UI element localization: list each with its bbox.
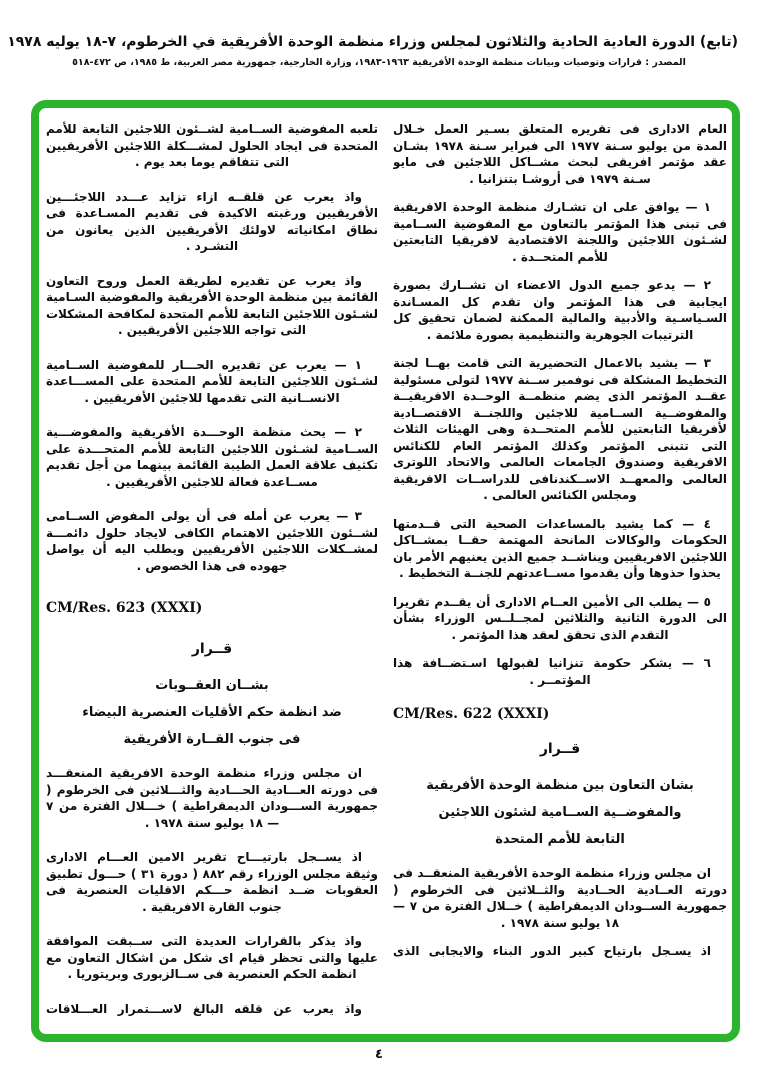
paragraph: واذ يعرب عن تقديره لطريقة العمل وروح التعاون القائمة بين منظمة الوحدة الأفريقية والمفوضية السـامية لشـئون اللاجئين التابعة للأمم المتحدة لمكافحة المشكلات التى تواجه اللاجئين الأفريقيين . bbox=[46, 273, 378, 337]
paragraph: واذ يذكر بالقرارات العديدة التى ســبقت الموافقة عليها والتى تحظر قيام اى شكل من اشكال التعاون مع انظمة الحكم العنصرية فى ســالزبورى وبريتوريا . bbox=[46, 934, 378, 981]
page-header bbox=[7, 34, 738, 68]
paragraph: تلعبه المفوضية الســامية لشــئون اللاجئين التابعة للأمم المتحدة فى ايجاد الحلول لمشـــكلة اللاجئين الأفريقيين التى تتفاقم يوما بعد يوم . bbox=[46, 122, 378, 169]
paragraph: ٢ — يدعو جميع الدول الاعضاء ان تشــارك بصورة ايجابية فى هذا المؤتمر وان تقدم كل المسـاندة السـياسـية والأدبية والمالية الممكنة لضمان تحقيق كل الترتيبات الجوهرية والتنظيمية بصورة ملائمة . bbox=[393, 278, 727, 342]
page-number: ٤ bbox=[375, 1047, 383, 1062]
session-title: (تابع) الدورة العادية الحادية والثلاثون لمجلس وزراء منظمة الوحدة الأفريقية في الخرطوم، ٧-١٨ يوليه ١٩٧٨ bbox=[7, 34, 738, 50]
paragraph: ٦ — يشكر حكومة تنزانيا لقبولها اسـتضــافة هذا المؤتمــر . bbox=[393, 656, 711, 687]
column-left bbox=[46, 121, 378, 1029]
resolution-subheading: ضد انظمة حكم الأقليات العنصرية البيضاء bbox=[82, 705, 342, 720]
resolution-subheading: بشان التعاون بين منظمة الوحدة الأفريقية bbox=[426, 778, 694, 793]
paragraph: ٢ — يحث منظمة الوحـــدة الأفريقية والمفوضـــية الســامية لشـئون اللاجئين التابعة للأمم المتحـــدة على تكثيف علاقة العمل الطيبة القائمة بينهما من أجل تقديم مســاعدة فعالة للاجئين الأفريقيين . bbox=[46, 425, 378, 489]
paragraph: اذ يسـجل بارتياح كبير الدور البناء والايجابى الذى bbox=[393, 944, 711, 958]
resolution-subheading: فى جنوب القــارة الأفريقية bbox=[123, 732, 301, 747]
paragraph: اذ يســجل بارتيـــاح تقرير الامين العـــام الادارى وثيقة مجلس الوزراء رقم ٨٨٢ ( دورة ٣١ ) حـــول تطبيق العقوبات ضــد انظمة حـــكم الاقليات العنصرية فى جنوب القارة الافريقية . bbox=[46, 850, 378, 914]
resolution-subheading: بشــان العقــوبات bbox=[155, 678, 269, 693]
resolution-subheading: التابعة للأمم المتحدة bbox=[495, 832, 625, 847]
paragraph: العام الادارى فى تقريره المتعلق بسـير العمل خـلال المدة من يوليو سـنة ١٩٧٧ الى فبراير سـنة ١٩٧٨ بشـان عقد مؤتمر افريقى لبحث مشــاكل اللاجئين فى مايو سـنة ١٩٧٩ فى أروشـا بتنزانيا . bbox=[393, 122, 727, 186]
paragraph: ان مجلس وزراء منظمة الوحدة الافريقية المنعقـــد فى دورته العـــادية الحـــادية والثـــلاثين فى الخرطوم ( جمهورية الســـودان الديمقراطية ) خـــلال الفترة من ٧ — ١٨ يوليو سنة ١٩٧٨ . bbox=[46, 766, 378, 830]
green-border-frame bbox=[31, 100, 740, 1042]
paragraph: ٣ — يعرب عن أمله فى أن يولى المفوض الســامى لشــئون اللاجئين الاهتمام الكافى لايجاد حلول دائمـــة لمشــكلات اللاجئين الأفريقيين ويطلب اليه أن يواصل جهوده فى هذا الخصوص . bbox=[46, 509, 378, 573]
resolution-reference: CM/Res. 622 (XXXI) bbox=[393, 706, 550, 722]
source-citation: المصدر : قرارات وتوصيات وبيانات منظمة الوحدة الأفريقية ١٩٦٣-١٩٨٣، وزارة الخارجية، جمهورية مصر العربية، ط ١٩٨٥، ص ٤٧٢-٥١٨ bbox=[72, 57, 686, 68]
paragraph: ١ — يوافق على ان تشـارك منظمة الوحدة الافريقية فى تبنى هذا المؤتمر بالتعاون مع المفوضية الســامية لشـئون اللاجئين واللجنة الاقتصادية لافريقيا التابعتين للأمم المتحــدة . bbox=[393, 200, 727, 264]
paragraph: واذ يعرب عن قلقه البالغ لاســـتمرار العـــلاقات bbox=[46, 1001, 362, 1016]
paragraph: ان مجلس وزراء منظمة الوحدة الأفريقية المنعقــد فى دورته العــادية الحــادية والثــلاثين فى الخرطوم ( جمهورية الســودان الديمقراطية ) خــلال الفترة من ٧ — ١٨ يوليو سنة ١٩٧٨ . bbox=[393, 866, 727, 930]
paragraph: ٣ — يشيد بالاعمال التحضيرية التى قامت بهــا لجنة التخطيط المشكلة فى نوفمبر ســنة ١٩٧٧ لتولى مسئولية عقــد المؤتمر الذى يضم منظمــة الوحــدة الافريقيــة والمفوضــية الســامية للاجئين واللجنــة الاقتصــادية لأفريقيا التابعتين للأمم المتحــدة وهى الهيئات الثلاث التى تتبنى المؤتمر وكذلك المؤتمر العام للكنائس الافريقية وصندوق الجامعات العالمى والاتحاد اللوترى العالمى والمعهــد الاســكندنافى للدراســات الافريقية ومجلس الكنائس العالمى . bbox=[393, 356, 727, 502]
paragraph: ٤ — كما يشيد بالمساعدات الصحية التى قــدمتها الحكومات والوكالات المانحة المهتمة حقــا بمشــاكل اللاجئين الافريقيين ويناشــد جميع الذين يعنيهم الأمر بان يحذوا حذوها وأن يقدموا مســاعدتهم للجنــة التخطيط . bbox=[393, 516, 727, 580]
resolution-reference: CM/Res. 623 (XXXI) bbox=[46, 600, 203, 616]
resolution-heading: قــرار bbox=[539, 740, 581, 757]
column-right bbox=[393, 121, 727, 1029]
resolution-subheading: والمفوضــية الســامية لشئون اللاجئين bbox=[438, 805, 682, 820]
paragraph: واذ يعرب عن قلقــه ازاء تزايد عـــدد اللاجئـــين الأفريقيين ورغبته الاكيدة فى تقديم المسـاعدة فى نطاق امكانياته لاولئك الأفريقيين الذين يعانون من التشـرد . bbox=[46, 189, 378, 253]
paragraph: ٥ — يطلب الى الأمين العــام الادارى أن يقــدم تقريرا الى الدورة الثانية والثلاثين لمجــلــس الوزراء بشأن التقدم الذى تحقق لعقد هذا المؤتمر . bbox=[393, 594, 727, 642]
resolution-heading: قــرار bbox=[191, 640, 233, 657]
paragraph: ١ — يعرب عن تقديره الحـــار للمفوضية الســامية لشـئون اللاجئين التابعة للأمم المتحدة على المســـاعدة الانســانية التى تقدمها للاجئين الأفريقيين . bbox=[46, 357, 378, 405]
